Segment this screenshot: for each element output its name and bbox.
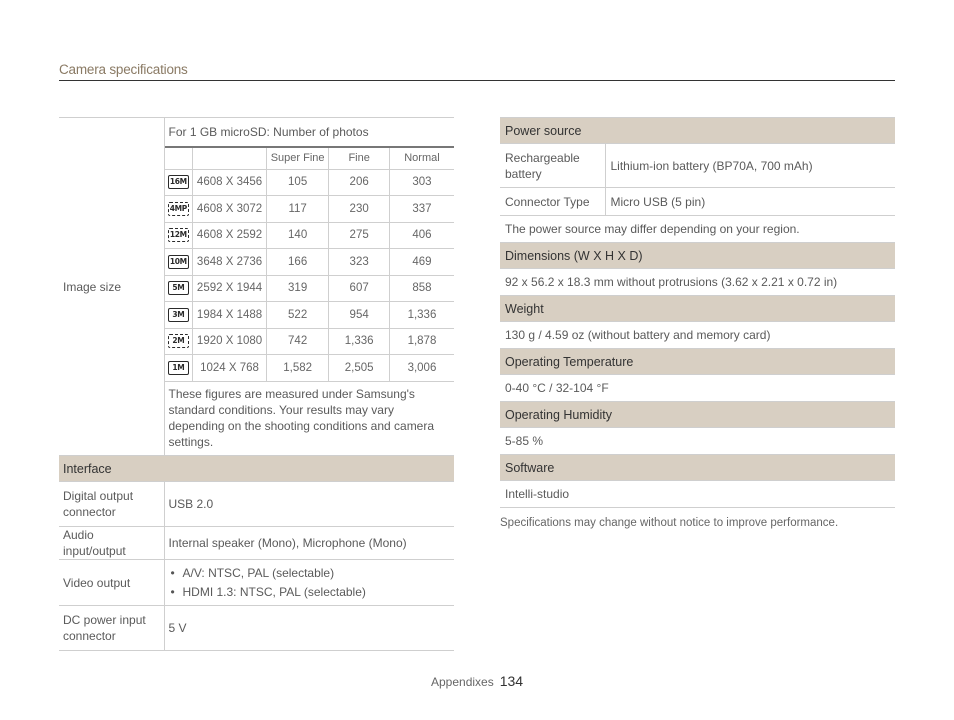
resolution-value: 3648 X 2736	[193, 249, 267, 276]
resolution-icon-cell	[165, 196, 193, 223]
video-output-item: • HDMI 1.3: NTSC, PAL (selectable)	[169, 583, 451, 602]
video-output-list	[169, 564, 451, 602]
normal-count: 858	[389, 275, 454, 302]
fine-count: 954	[329, 302, 390, 329]
resolution-icon-cell	[165, 222, 193, 249]
digital-output-value: USB 2.0	[164, 482, 454, 527]
image-size-caption: For 1 GB microSD: Number of photos	[168, 125, 369, 139]
resolution-icon-cell	[165, 302, 193, 329]
super-fine-count: 319	[266, 275, 329, 302]
resolution-10m-icon: 10M	[168, 255, 189, 269]
photo-count-row	[165, 328, 455, 355]
resolution-icon-cell	[165, 355, 193, 382]
page-number: 134	[499, 673, 524, 689]
normal-count: 303	[389, 169, 454, 196]
photo-count-row	[165, 302, 455, 329]
resolution-14m-wide-icon: 4MP	[168, 202, 189, 216]
page-footer	[431, 673, 523, 689]
super-fine-count: 522	[266, 302, 329, 329]
software-value: Intelli-studio	[500, 481, 895, 508]
resolution-value: 2592 X 1944	[193, 275, 267, 302]
normal-count: 406	[389, 222, 454, 249]
dimensions-heading: Dimensions (W X H X D)	[500, 243, 895, 269]
battery-label: Rechargeable battery	[500, 144, 605, 188]
video-output-value	[164, 560, 454, 606]
specifications-footnote: Specifications may change without notice to improve performance.	[500, 517, 839, 529]
interface-heading: Interface	[59, 456, 454, 482]
resolution-2m-wide-icon: 2M	[168, 334, 189, 348]
photo-count-row	[165, 249, 455, 276]
column-header-super-fine: Super Fine	[266, 147, 329, 169]
resolution-5m-icon: 5M	[168, 281, 189, 295]
connector-type-value: Micro USB (5 pin)	[605, 188, 895, 216]
resolution-value: 1984 X 1488	[193, 302, 267, 329]
super-fine-count: 117	[266, 196, 329, 223]
audio-io-value: Internal speaker (Mono), Microphone (Mono)	[164, 527, 454, 560]
fine-count: 607	[329, 275, 390, 302]
photo-count-row	[165, 169, 455, 196]
video-output-item: • A/V: NTSC, PAL (selectable)	[169, 564, 451, 583]
fine-count: 275	[329, 222, 390, 249]
operating-humidity-heading: Operating Humidity	[500, 402, 895, 428]
dc-power-value: 5 V	[164, 606, 454, 651]
super-fine-count: 140	[266, 222, 329, 249]
image-size-content	[164, 118, 454, 456]
normal-count: 337	[389, 196, 454, 223]
image-size-label: Image size	[59, 118, 164, 456]
normal-count: 1,336	[389, 302, 454, 329]
super-fine-count: 1,582	[266, 355, 329, 382]
normal-count: 1,878	[389, 328, 454, 355]
fine-count: 2,505	[329, 355, 390, 382]
photo-table-resolution-header	[193, 147, 267, 169]
photo-count-table	[165, 146, 455, 381]
weight-heading: Weight	[500, 296, 895, 322]
photo-count-row	[165, 222, 455, 249]
resolution-16m-icon: 16M	[168, 175, 189, 189]
weight-value: 130 g / 4.59 oz (without battery and memory card)	[500, 322, 895, 349]
power-source-note: The power source may differ depending on your region.	[500, 216, 895, 243]
normal-count: 3,006	[389, 355, 454, 382]
connector-type-label: Connector Type	[500, 188, 605, 216]
software-heading: Software	[500, 455, 895, 481]
resolution-value: 1024 X 768	[193, 355, 267, 382]
normal-count: 469	[389, 249, 454, 276]
footer-section: Appendixes	[431, 675, 494, 689]
fine-count: 206	[329, 169, 390, 196]
column-header-fine: Fine	[329, 147, 390, 169]
operating-temperature-value: 0-40 °C / 32-104 °F	[500, 375, 895, 402]
fine-count: 1,336	[329, 328, 390, 355]
digital-output-label: Digital output connector	[59, 482, 164, 527]
fine-count: 230	[329, 196, 390, 223]
photo-count-row	[165, 275, 455, 302]
image-interface-spec-table	[59, 117, 454, 651]
photo-table-blank-header	[165, 147, 193, 169]
resolution-value: 1920 X 1080	[193, 328, 267, 355]
header-divider	[59, 80, 895, 81]
resolution-value: 4608 X 3456	[193, 169, 267, 196]
operating-humidity-value: 5-85 %	[500, 428, 895, 455]
resolution-icon-cell	[165, 275, 193, 302]
photo-count-row	[165, 355, 455, 382]
power-source-heading: Power source	[500, 118, 895, 144]
resolution-icon-cell	[165, 328, 193, 355]
resolution-1m-icon: 1M	[168, 361, 189, 375]
dimensions-value: 92 x 56.2 x 18.3 mm without protrusions (3.62 x 2.21 x 0.72 in)	[500, 269, 895, 296]
video-output-label: Video output	[59, 560, 164, 606]
resolution-value: 4608 X 3072	[193, 196, 267, 223]
resolution-3m-icon: 3M	[168, 308, 189, 322]
photo-count-row	[165, 196, 455, 223]
super-fine-count: 105	[266, 169, 329, 196]
resolution-icon-cell	[165, 169, 193, 196]
audio-io-label: Audio input/output	[59, 527, 164, 560]
resolution-12m-wide-icon: 12M	[168, 228, 189, 242]
column-header-normal: Normal	[389, 147, 454, 169]
super-fine-count: 742	[266, 328, 329, 355]
image-size-note: These figures are measured under Samsung's standard conditions. Your results may vary depending on the shooting conditions and camera settings.	[165, 381, 455, 455]
battery-value: Lithium-ion battery (BP70A, 700 mAh)	[605, 144, 895, 188]
operating-temperature-heading: Operating Temperature	[500, 349, 895, 375]
power-physical-spec-table	[500, 117, 895, 508]
super-fine-count: 166	[266, 249, 329, 276]
resolution-icon-cell	[165, 249, 193, 276]
page-section-title: Camera specifications	[59, 62, 188, 77]
resolution-value: 4608 X 2592	[193, 222, 267, 249]
fine-count: 323	[329, 249, 390, 276]
dc-power-label: DC power input connector	[59, 606, 164, 651]
